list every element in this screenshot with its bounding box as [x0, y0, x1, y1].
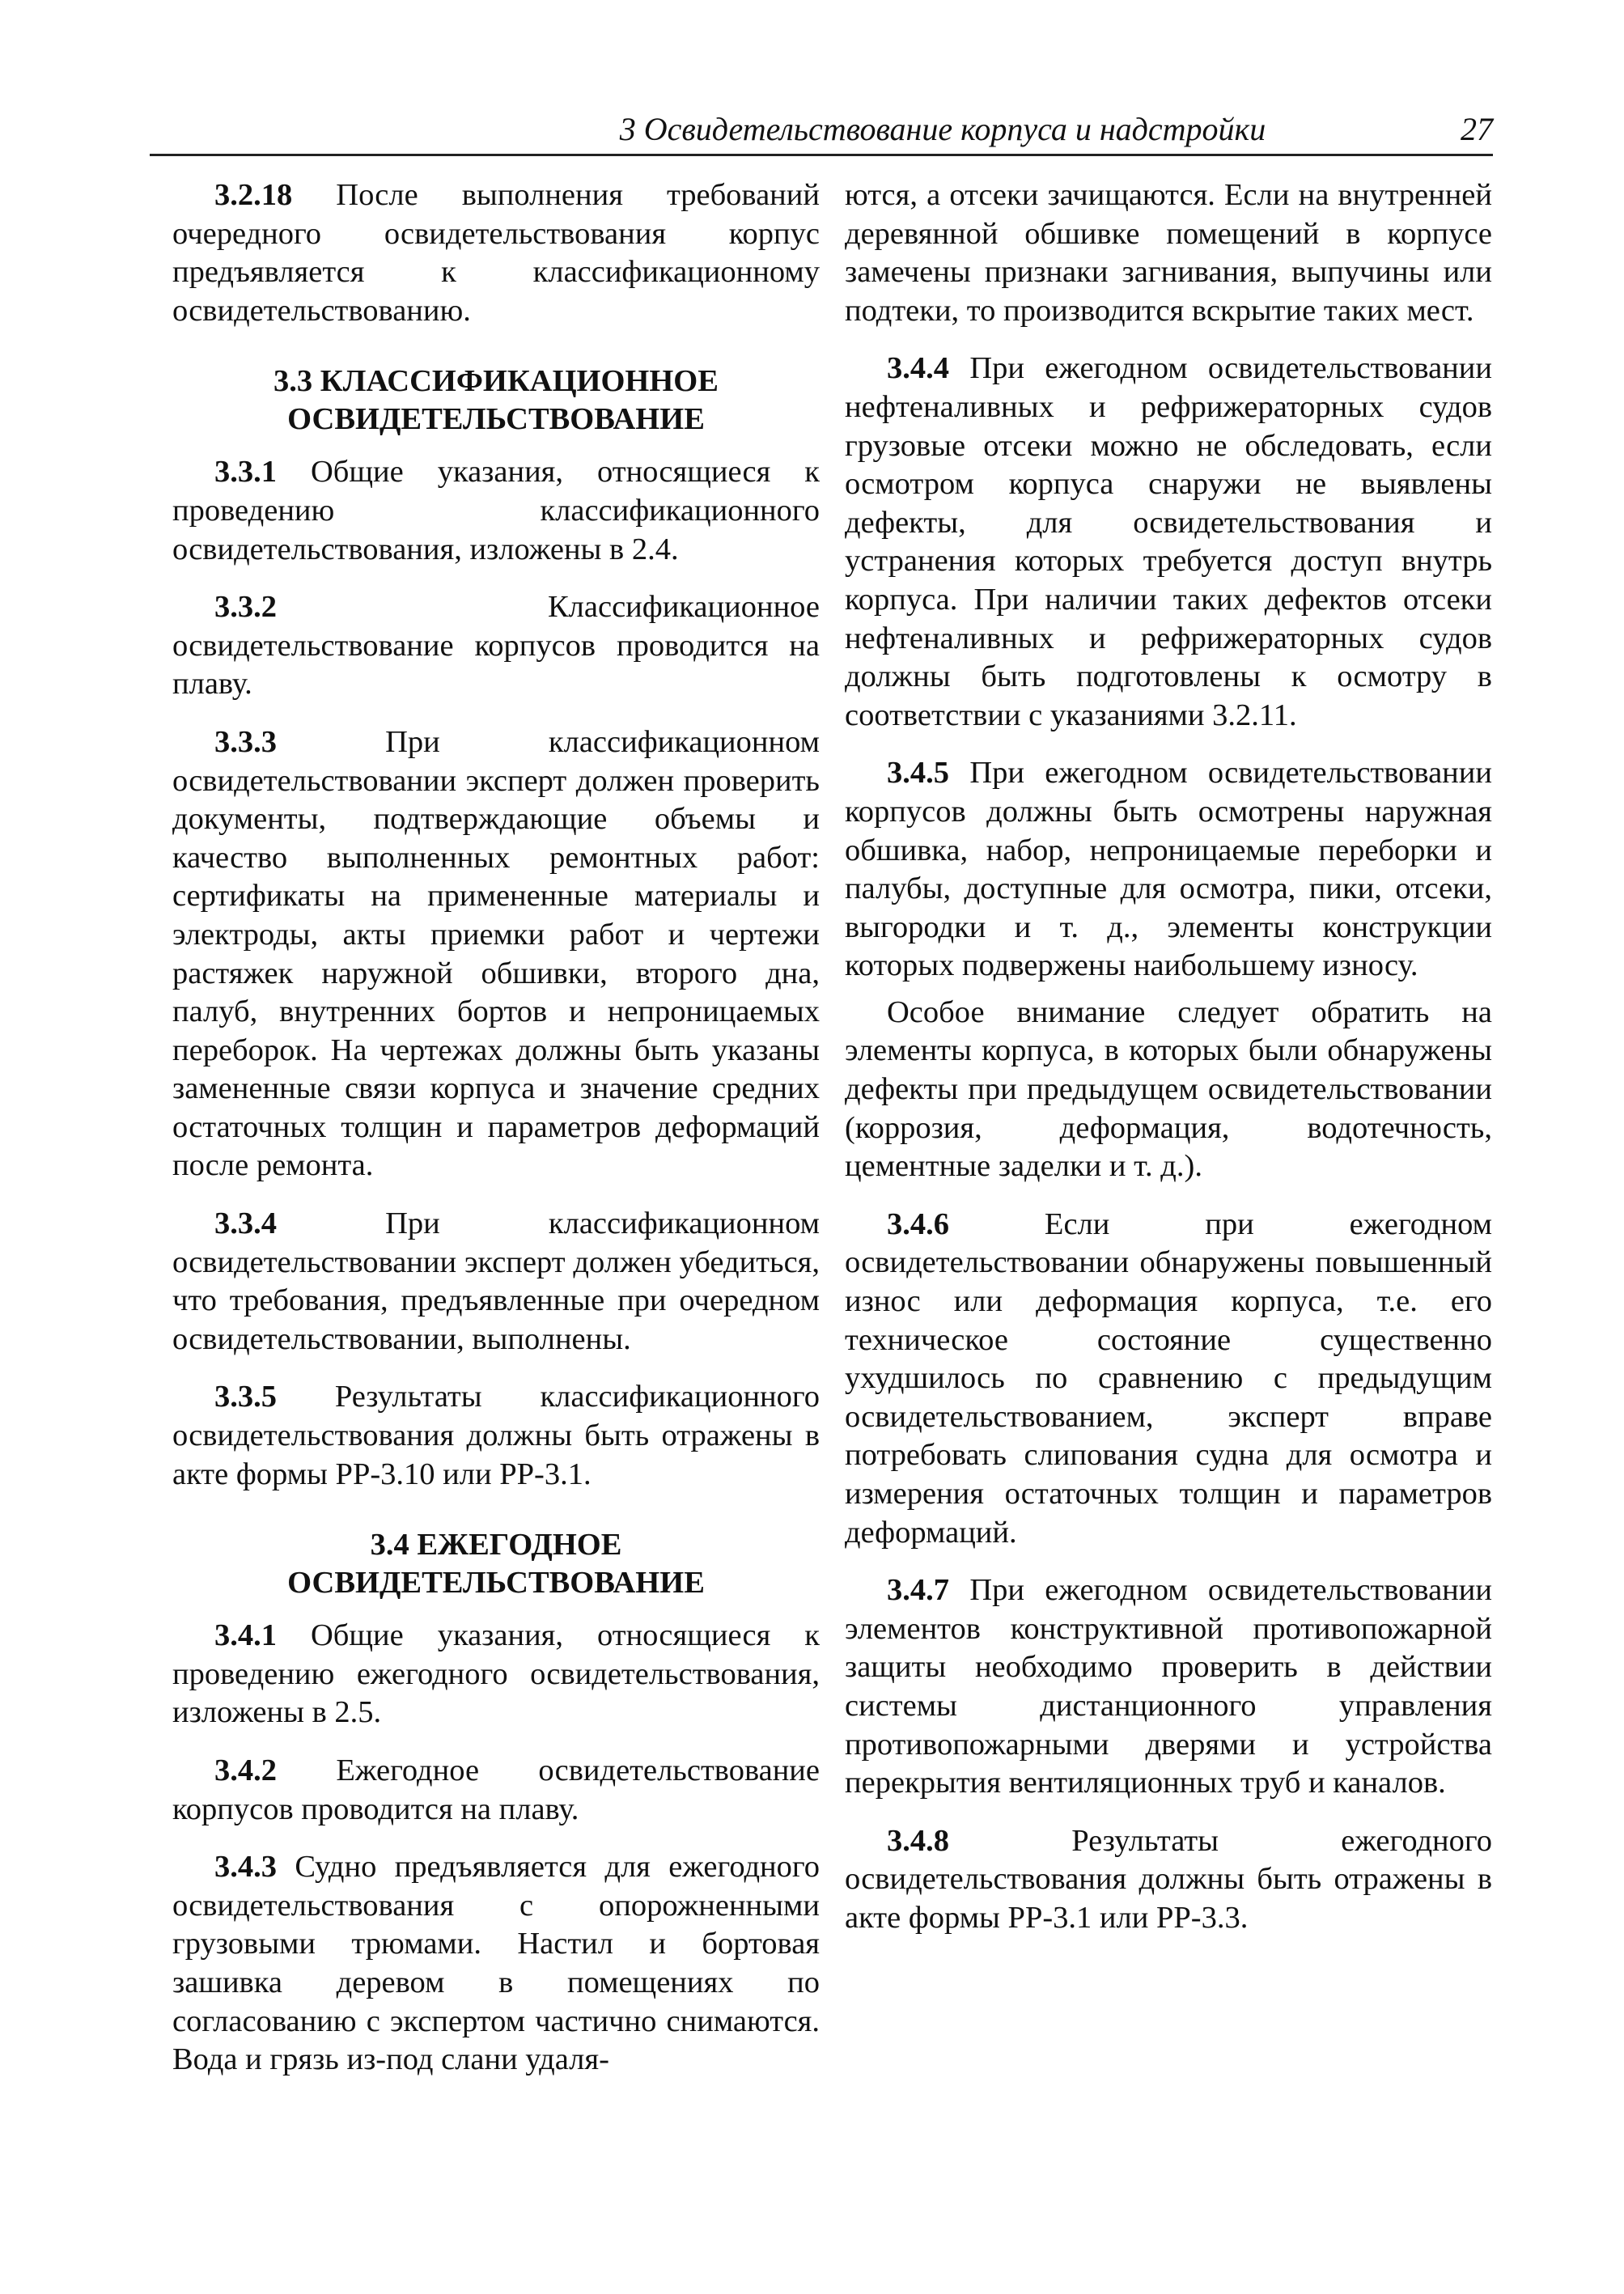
clause-text: Ежегодное освидетельствование корпусов проводится на плаву.	[172, 1753, 820, 1826]
paragraph-3-3-1	[172, 453, 820, 569]
clause-text: Результаты классификационного освидетельствования должны быть отражены в акте формы РР-3.10 или РР-3.1.	[172, 1380, 820, 1491]
running-header	[150, 104, 1493, 156]
clause-text: При ежегодном освидетельствовании нефтеналивных и рефрижераторных судов грузовые отсеки можно не обследовать, если осмотром корпуса снаружи не выявлены дефекты, для освидетельствования и устранения которых требуется доступ внутрь корпуса. При наличии таких дефектов отсеки нефтеналивных и рефрижераторных судов должны быть подготовлены к осмотру в соответствии с указаниями 3.2.11.	[845, 351, 1492, 732]
clause-text: Общие указания, относящиеся к проведению ежегодного освидетельствования, изложены в 2.5.	[172, 1618, 820, 1730]
clause-number: 3.3.5	[214, 1380, 277, 1414]
paragraph-3-3-2	[172, 588, 820, 704]
clause-number: 3.3.1	[214, 455, 277, 490]
paragraph-3-4-8	[845, 1822, 1492, 1938]
paragraph-3-4-7	[845, 1571, 1492, 1803]
clause-text: Особое внимание следует обратить на элементы корпуса, в которых были обнаружены дефекты при предыдущем освидетельствовании (коррозия, деформация, водотечность, цементные заделки и т. д.).	[845, 994, 1492, 1184]
section-heading-3-4	[172, 1526, 820, 1602]
clause-number: 3.4.2	[214, 1753, 277, 1787]
running-title: 3 Освидетельствование корпуса и надстройки	[619, 111, 1266, 147]
clause-text: При ежегодном освидетельствовании элементов конструктивной противопожарной защиты необходимо проверить в действии системы дистанционного управления противопожарными дверями и устройства перекрытия вентиляционных труб и каналов.	[845, 1573, 1492, 1800]
paragraph-3-3-3	[172, 723, 820, 1185]
clause-text: Если при ежегодном освидетельствовании обнаружены повышенный износ или деформация корпуса, т.е. его техническое состояние существенно ухудшилось по сравнению с предыдущим освидетельствованием, эксперт вправе потребовать слипования судна для осмотра и измерения остаточных толщин и параметров деформаций.	[845, 1206, 1492, 1550]
paragraph-3-4-2	[172, 1752, 820, 1829]
paragraph-3-4-3	[172, 1848, 820, 2080]
heading-line: ОСВИДЕТЕЛЬСТВОВАНИЕ	[287, 1566, 705, 1601]
clause-text: Классификационное освидетельствование корпусов проводится на плаву.	[172, 590, 820, 702]
clause-number: 3.4.8	[887, 1823, 949, 1858]
clause-text: После выполнения требований очередного освидетельствования корпус предъявляется к классификационному освидетельствованию.	[172, 178, 820, 328]
clause-number: 3.4.4	[887, 351, 949, 386]
paragraph-3-4-4	[845, 350, 1492, 735]
paragraph-3-4-1	[172, 1617, 820, 1732]
clause-number: 3.3.3	[214, 724, 277, 759]
paragraph-3-3-4	[172, 1205, 820, 1359]
clause-number: 3.4.7	[887, 1573, 949, 1608]
paragraph-3-3-5	[172, 1378, 820, 1494]
clause-text: При ежегодном освидетельствовании корпусов должны быть осмотрены наружная обшивка, набор, непроницаемые переборки и палубы, доступные для осмотра, пики, отсеки, выгородки и т. д., элементы конструкции которых подвержены наибольшему износу.	[845, 756, 1492, 983]
clause-number: 3.3.2	[214, 590, 277, 625]
clause-text: ются, а отсеки зачищаются. Если на внутренней деревянной обшивке помещений в корпусе замечены признаки загнивания, выпучины или подтеки, то производится вскрытие таких мест.	[845, 178, 1492, 328]
clause-number: 3.2.18	[214, 178, 293, 212]
clause-text: При классификационном освидетельствовании эксперт должен убедиться, что требования, предъявленные при очередном освидетельствовании, выполнены.	[172, 1206, 820, 1356]
paragraph-3-4-3-continued	[845, 176, 1492, 330]
heading-line: ОСВИДЕТЕЛЬСТВОВАНИЕ	[287, 402, 705, 437]
paragraph-3-4-5-attention	[845, 994, 1492, 1186]
clause-text: Результаты ежегодного освидетельствования должны быть отражены в акте формы РР-3.1 или РР-3.3.	[845, 1823, 1492, 1935]
clause-number: 3.3.4	[214, 1206, 277, 1241]
clause-text: Судно предъявляется для ежегодного освидетельствования с опорожненными грузовыми трюмами. Настил и бортовая зашивка деревом в помещениях по согласованию с экспертом частично снимаются. Вода и грязь из-под слани удаля-	[172, 1850, 820, 2077]
paragraph-3-4-6	[845, 1206, 1492, 1552]
left-column	[172, 176, 820, 2099]
section-heading-3-3	[172, 363, 820, 439]
clause-number: 3.4.3	[214, 1850, 277, 1885]
clause-number: 3.4.1	[214, 1618, 277, 1653]
heading-line: 3.4 ЕЖЕГОДНОЕ	[370, 1528, 622, 1563]
page-number: 27	[1461, 111, 1493, 147]
clause-text: При классификационном освидетельствовании эксперт должен проверить документы, подтверждающие объемы и качество выполненных ремонтных работ: сертификаты на примененные материалы и электроды, акты приемки работ и чертежи растяжек наружной обшивки, второго дна, палуб, внутренних бортов и непроницаемых переборок. На чертежах должны быть указаны замененные связи корпуса и значение средних остаточных толщин и параметров деформаций после ремонта.	[172, 724, 820, 1183]
heading-line: 3.3 КЛАССИФИКАЦИОННОЕ	[273, 364, 719, 399]
right-column	[845, 176, 1492, 1957]
clause-text: Общие указания, относящиеся к проведению классификационного освидетельствования, изложены в 2.4.	[172, 455, 820, 566]
paragraph-3-2-18	[172, 176, 820, 330]
clause-number: 3.4.6	[887, 1206, 949, 1241]
paragraph-3-4-5	[845, 754, 1492, 986]
clause-number: 3.4.5	[887, 756, 949, 791]
